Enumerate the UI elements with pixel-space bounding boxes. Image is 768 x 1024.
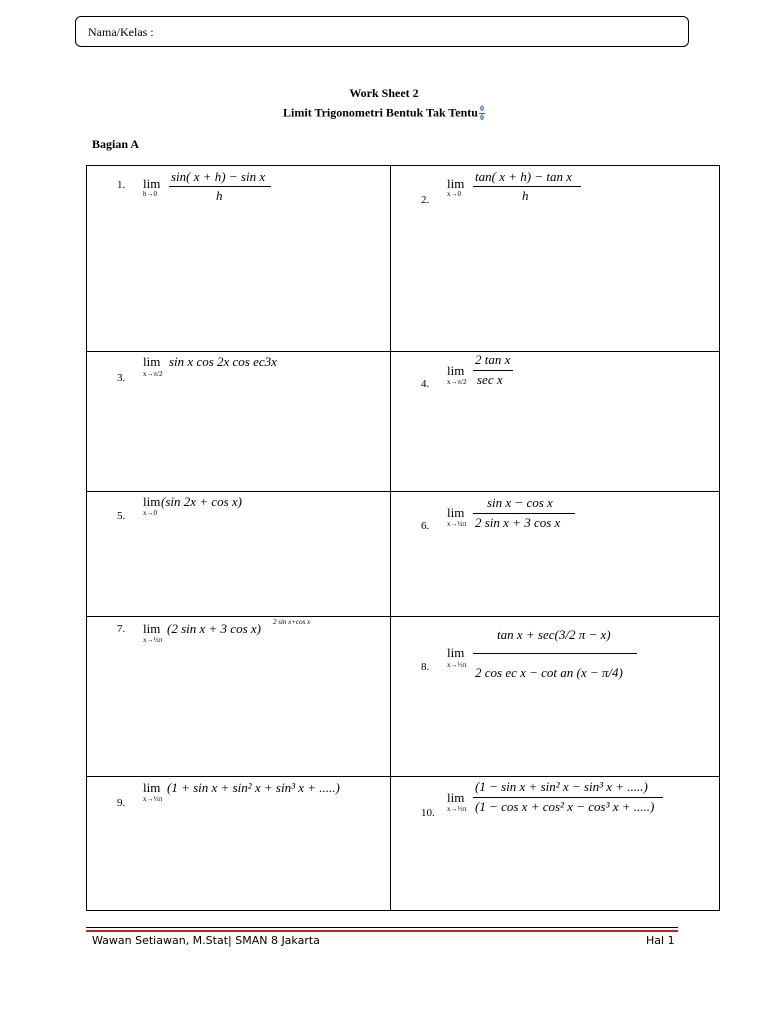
section-heading: Bagian A: [92, 137, 140, 151]
fraction-bar: [473, 513, 575, 514]
limit-expression: sin x cos 2x cos ec3x: [169, 354, 277, 369]
problem-cell-5[interactable]: [87, 492, 390, 616]
problem-number: 10.: [421, 807, 435, 819]
fraction-bar: [169, 186, 271, 187]
denominator: h: [216, 188, 223, 203]
footer-author: Wawan Setiawan, M.Stat| SMAN 8 Jakarta: [92, 934, 320, 947]
fraction-bar: [473, 186, 581, 187]
footer-rule-thin: [86, 927, 678, 928]
lim-operator: lim: [447, 505, 465, 520]
problem-cell-1[interactable]: [87, 166, 390, 351]
denominator: 2 sin x + 3 cos x: [475, 515, 561, 530]
lim-operator: lim: [143, 780, 161, 795]
problem-number: 2.: [421, 194, 430, 206]
lim-subscript: x→⅓π: [447, 661, 467, 669]
numerator: (1 − sin x + sin² x − sin³ x + .....): [475, 779, 648, 794]
fraction-bar: [473, 370, 513, 371]
lim-subscript: h→0: [143, 190, 157, 198]
lim-operator: lim: [447, 176, 465, 191]
name-class-label: Nama/Kelas :: [88, 25, 154, 39]
name-class-field: [75, 16, 689, 47]
limit-expression: (2 sin x + 3 cos x): [167, 621, 261, 636]
numerator: sin x − cos x: [487, 495, 553, 510]
problem-number: 4.: [421, 378, 430, 390]
numerator: tan x + sec(3/2 π − x): [497, 627, 611, 642]
zero-over-zero-fraction: [479, 105, 485, 122]
problem-number: 6.: [421, 520, 430, 532]
lim-operator: lim: [143, 354, 161, 369]
problem-number: 5.: [117, 510, 126, 522]
limit-expression: (1 + sin x + sin² x + sin³ x + .....): [167, 780, 340, 795]
problem-table: [86, 165, 720, 911]
footer-rule-accent: [86, 930, 678, 932]
problem-cell-4[interactable]: [391, 352, 721, 491]
problem-number: 8.: [421, 661, 430, 673]
problem-number: 9.: [117, 797, 126, 809]
problem-cell-10[interactable]: [391, 777, 721, 911]
lim-operator: lim: [447, 363, 465, 378]
numerator: 2 tan x: [475, 352, 511, 367]
lim-operator: lim: [143, 494, 161, 509]
lim-subscript: x→⅓π: [447, 805, 467, 813]
exponent: 2 sin x+cos x: [273, 618, 311, 626]
worksheet-title: Work Sheet 2: [349, 86, 419, 100]
problem-cell-2[interactable]: [391, 166, 721, 351]
denominator: 2 cos ec x − cot an (x − π/4): [475, 665, 623, 680]
numerator: tan( x + h) − tan x: [475, 169, 572, 184]
lim-subscript: x→½π: [143, 636, 163, 644]
problem-number: 1.: [117, 179, 126, 191]
limit-expression: (sin 2x + cos x): [161, 494, 242, 509]
lim-subscript: x→¼π: [447, 520, 467, 528]
numerator: sin( x + h) − sin x: [171, 169, 266, 184]
denominator: sec x: [477, 372, 503, 387]
denominator: h: [522, 188, 529, 203]
fraction-numerator: 0: [479, 104, 484, 113]
fraction-bar: [473, 797, 663, 798]
problem-number: 7.: [117, 623, 126, 635]
worksheet-subtitle-text: Limit Trigonometri Bentuk Tak Tentu: [283, 105, 478, 120]
lim-subscript: x→0: [447, 190, 461, 198]
worksheet-subtitle: [0, 105, 768, 122]
footer-page-number: Hal 1: [646, 934, 675, 947]
problem-cell-9[interactable]: [87, 777, 390, 911]
problem-cell-6[interactable]: [391, 492, 721, 616]
lim-operator: lim: [143, 176, 161, 191]
problem-cell-7[interactable]: [87, 617, 390, 776]
lim-operator: lim: [143, 621, 161, 636]
problem-number: 3.: [117, 372, 126, 384]
denominator: (1 − cos x + cos² x − cos³ x + .....): [475, 799, 655, 814]
fraction-bar: [473, 653, 637, 654]
lim-subscript: x→π/2: [143, 370, 163, 378]
problem-cell-3[interactable]: [87, 352, 390, 491]
lim-subscript: x→⅓π: [143, 795, 163, 803]
problem-cell-8[interactable]: [391, 617, 721, 776]
fraction-denominator: 0: [479, 113, 484, 122]
lim-subscript: x→0: [143, 509, 157, 517]
lim-operator: lim: [447, 645, 465, 660]
lim-subscript: x→π/2: [447, 378, 467, 386]
lim-operator: lim: [447, 790, 465, 805]
